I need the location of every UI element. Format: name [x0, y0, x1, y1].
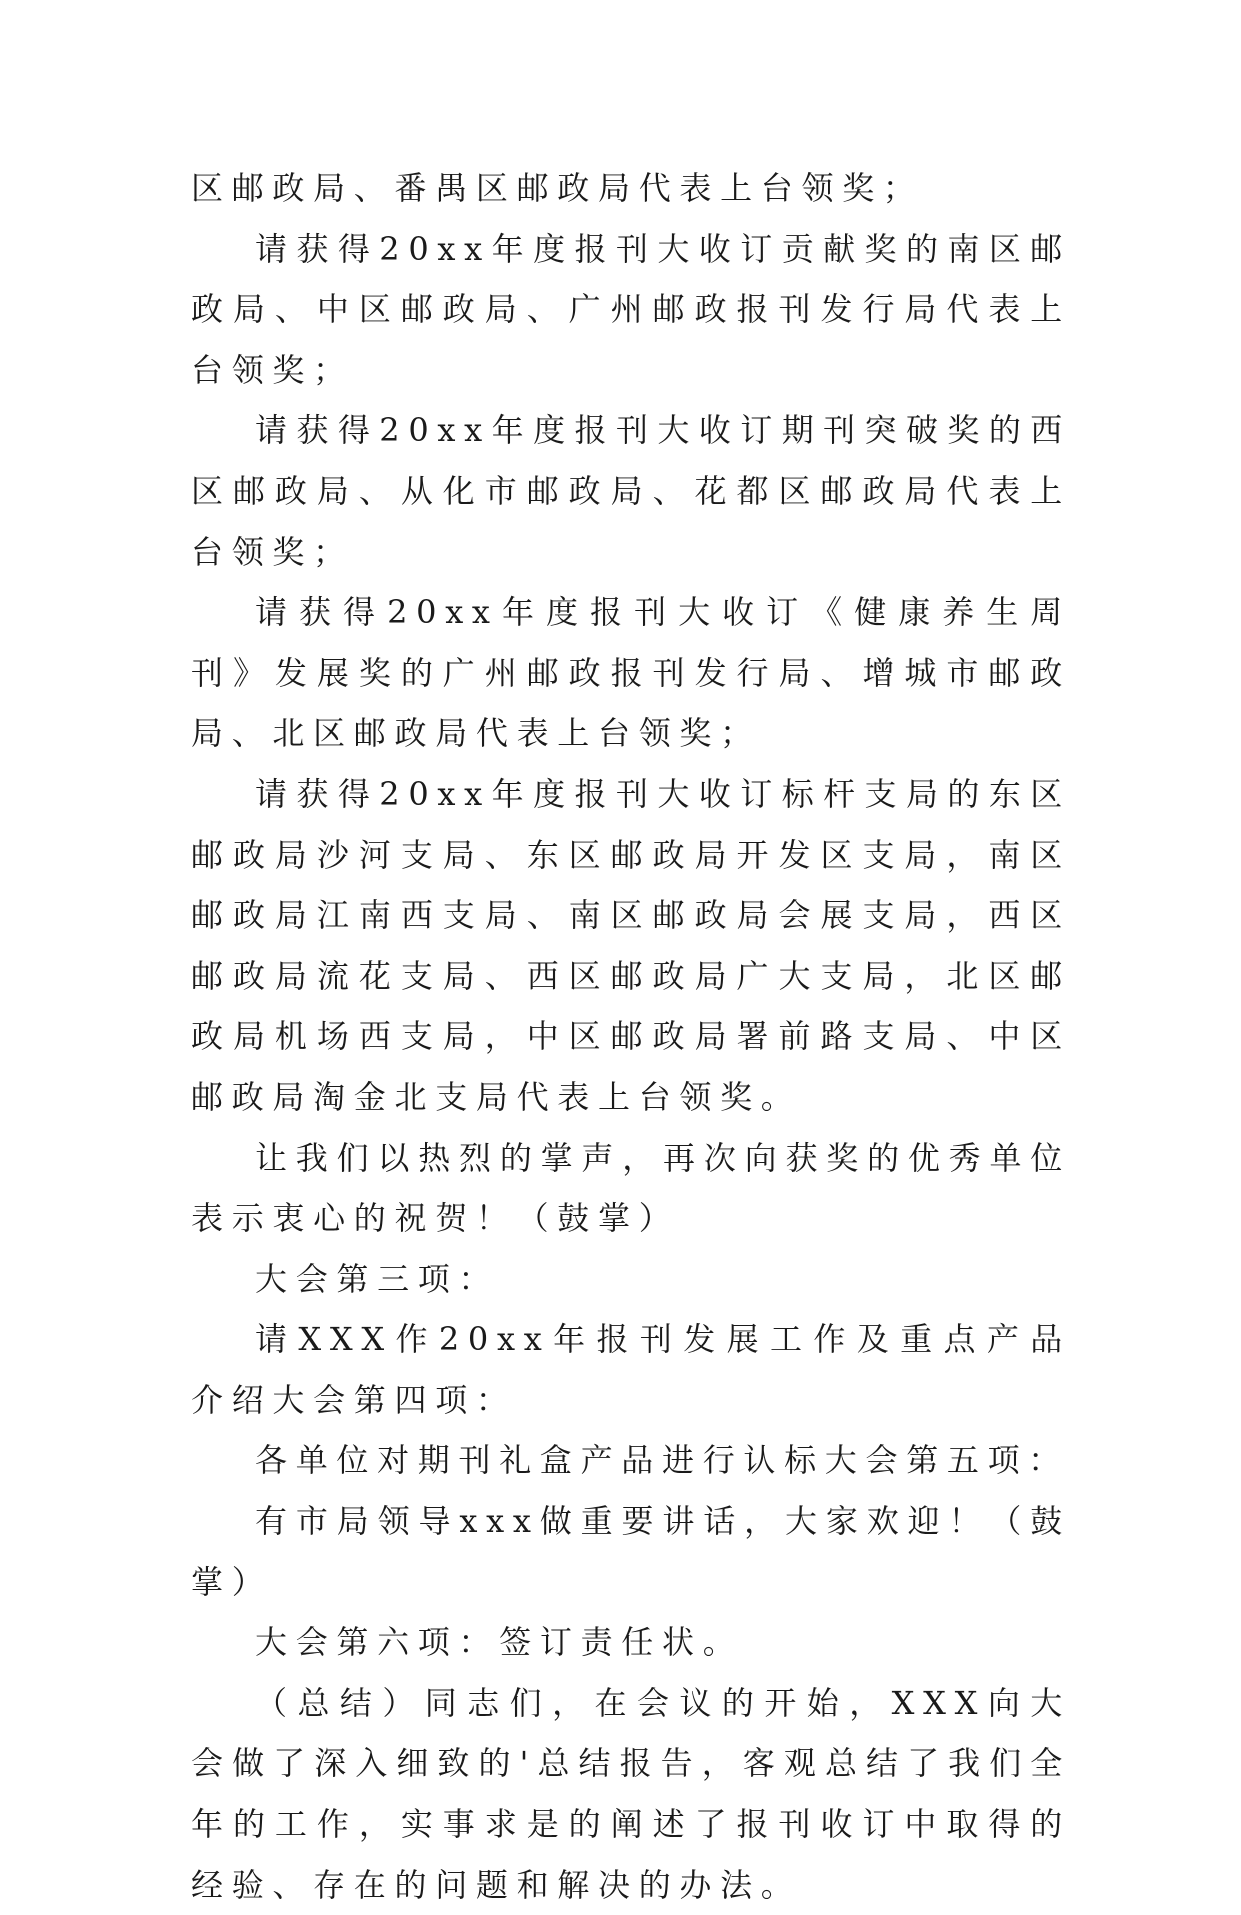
paragraph-agenda-item-3: 大会第三项：: [255, 1259, 500, 1298]
paragraph-applause: 让我们以热烈的掌声，再次向获奖的优秀单位表示衷心的祝贺！（鼓掌）: [191, 1138, 1071, 1238]
paragraph-gift-box: 各单位对期刊礼盒产品进行认标大会第五项：: [255, 1441, 1070, 1480]
paragraph-contribution-award: 请获得20xx年度报刊大收订贡献奖的南区邮政局、中区邮政局、广州邮政报刊发行局代表上台领奖；: [191, 229, 1071, 389]
paragraph-agenda-item-6: 大会第六项：签订责任状。: [255, 1623, 744, 1662]
paragraph-report-intro: 请XXX作20xx年报刊发展工作及重点产品介绍大会第四项：: [191, 1320, 1071, 1419]
paragraph-health-weekly-award: 请获得20xx年度报刊大收订《健康养生周刊》发展奖的广州邮政报刊发行局、增城市邮政局、北区邮政局代表上台领奖；: [191, 593, 1071, 753]
paragraph-summary: （总结）同志们，在会议的开始，XXX向大会做了深入细致的'总结报告，客观总结了我们全年的工作，实事求是的阐述了报刊收订中取得的经验、存在的问题和解决的办法。: [191, 1683, 1071, 1904]
paragraph-leader-speech: 有市局领导xxx做重要讲话，大家欢迎！（鼓掌）: [191, 1502, 1071, 1601]
paragraph-benchmark-branch: 请获得20xx年度报刊大收订标杆支局的东区邮政局沙河支局、东区邮政局开发区支局，南区邮政局江南西支局、南区邮政局会展支局，西区邮政局流花支局、西区邮政局广大支局，北区邮政局机场西支局，中区邮政局署前路支局、中区邮政局淘金北支局代表上台领奖。: [191, 774, 1071, 1116]
document-body: [191, 158, 1071, 1915]
paragraph-continuation: 区邮政局、番禺区邮政局代表上台领奖；: [191, 169, 924, 207]
paragraph-breakthrough-award: 请获得20xx年度报刊大收订期刊突破奖的西区邮政局、从化市邮政局、花都区邮政局代表上台领奖；: [191, 411, 1071, 571]
